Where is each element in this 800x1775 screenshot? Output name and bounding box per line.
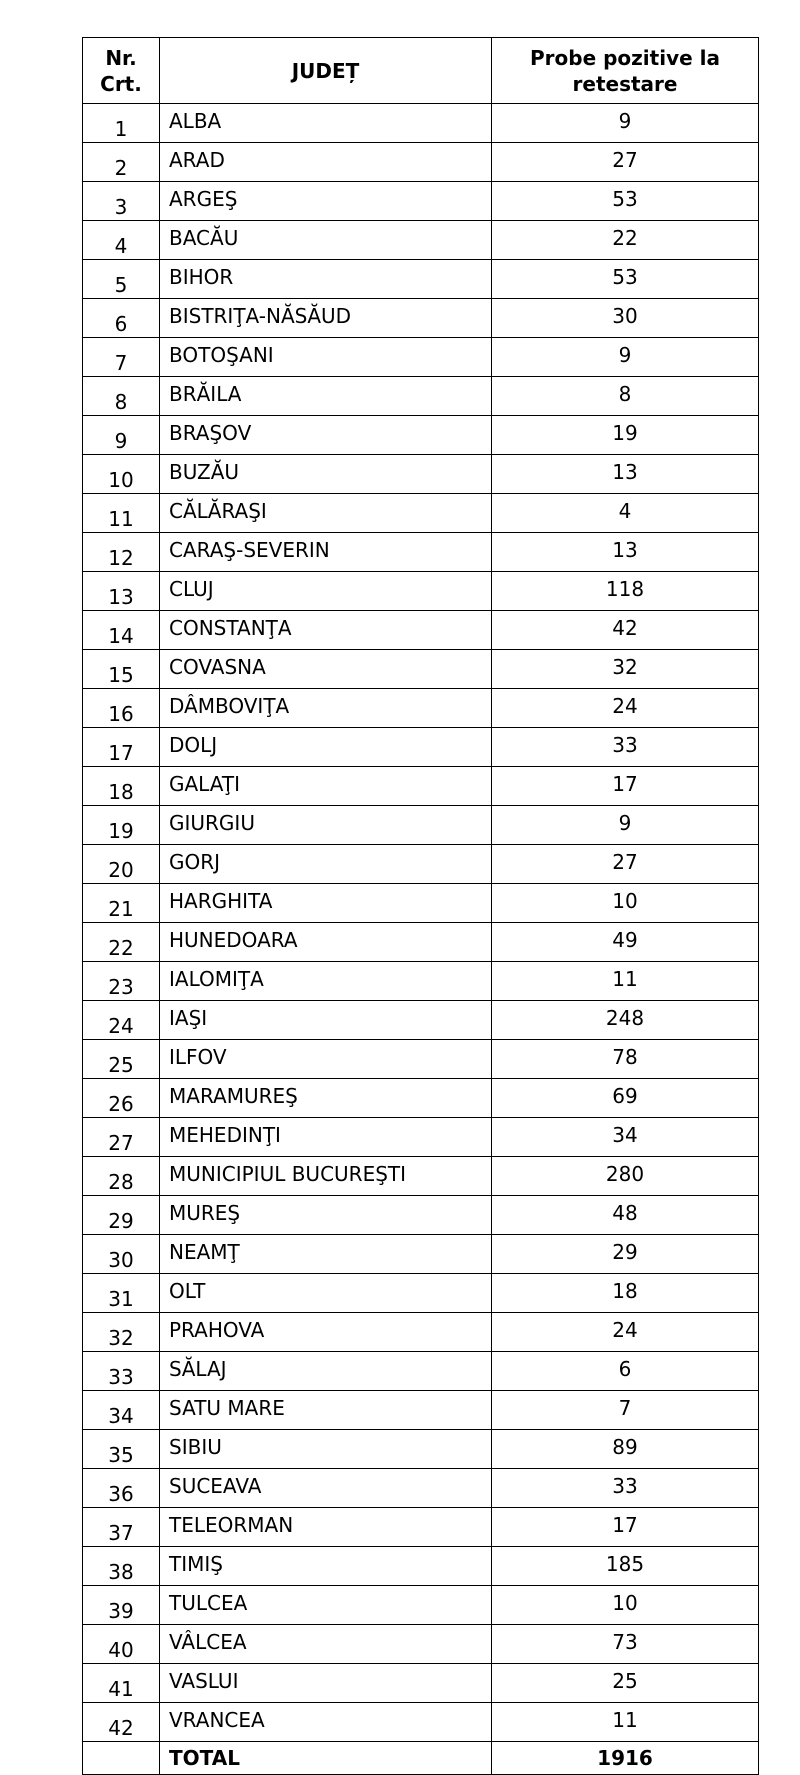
county-name: ARAD: [160, 143, 492, 182]
county-name: SIBIU: [160, 1430, 492, 1469]
county-name: BOTOŞANI: [160, 338, 492, 377]
county-name: MEHEDINŢI: [160, 1118, 492, 1157]
positive-count: 19: [492, 416, 759, 455]
row-number: 31: [83, 1274, 160, 1313]
table-footer: [83, 1742, 759, 1775]
table-row: [83, 143, 759, 182]
positive-count: 11: [492, 962, 759, 1001]
row-number: 25: [83, 1040, 160, 1079]
positive-count: 22: [492, 221, 759, 260]
row-number: 38: [83, 1547, 160, 1586]
table-row: [83, 1664, 759, 1703]
county-name: VÂLCEA: [160, 1625, 492, 1664]
table-row: [83, 1001, 759, 1040]
table-row: [83, 1469, 759, 1508]
row-number: 3: [83, 182, 160, 221]
positive-count: 33: [492, 728, 759, 767]
table-row: [83, 611, 759, 650]
total-value: 1916: [492, 1742, 759, 1775]
county-name: VASLUI: [160, 1664, 492, 1703]
county-name: GALAŢI: [160, 767, 492, 806]
positive-count: 18: [492, 1274, 759, 1313]
row-number: 20: [83, 845, 160, 884]
county-name: TULCEA: [160, 1586, 492, 1625]
row-number: 2: [83, 143, 160, 182]
row-number: 37: [83, 1508, 160, 1547]
county-name: CARAŞ-SEVERIN: [160, 533, 492, 572]
table-row: [83, 1196, 759, 1235]
row-number: 29: [83, 1196, 160, 1235]
row-number: 8: [83, 377, 160, 416]
row-number: 23: [83, 962, 160, 1001]
county-name: TELEORMAN: [160, 1508, 492, 1547]
county-table: [82, 37, 759, 1775]
row-number: 41: [83, 1664, 160, 1703]
total-nr-cell: [83, 1742, 160, 1775]
table-header: [83, 38, 759, 104]
table-row: [83, 1586, 759, 1625]
table-row: [83, 767, 759, 806]
positive-count: 34: [492, 1118, 759, 1157]
positive-count: 13: [492, 533, 759, 572]
positive-count: 280: [492, 1157, 759, 1196]
county-name: SUCEAVA: [160, 1469, 492, 1508]
total-label: TOTAL: [160, 1742, 492, 1775]
positive-count: 78: [492, 1040, 759, 1079]
row-number: 1: [83, 104, 160, 143]
row-number: 35: [83, 1430, 160, 1469]
positive-count: 17: [492, 1508, 759, 1547]
county-name: SĂLAJ: [160, 1352, 492, 1391]
row-number: 15: [83, 650, 160, 689]
county-name: ILFOV: [160, 1040, 492, 1079]
county-name: CĂLĂRAŞI: [160, 494, 492, 533]
county-name: DÂMBOVIŢA: [160, 689, 492, 728]
positive-count: 33: [492, 1469, 759, 1508]
county-name: SATU MARE: [160, 1391, 492, 1430]
row-number: 7: [83, 338, 160, 377]
county-name: BRAŞOV: [160, 416, 492, 455]
table-body: [83, 104, 759, 1742]
table-row: [83, 1430, 759, 1469]
row-number: 30: [83, 1235, 160, 1274]
positive-count: 32: [492, 650, 759, 689]
county-name: IALOMIŢA: [160, 962, 492, 1001]
table-row: [83, 1235, 759, 1274]
county-name: MARAMUREŞ: [160, 1079, 492, 1118]
total-row: [83, 1742, 759, 1775]
county-name: HARGHITA: [160, 884, 492, 923]
positive-count: 185: [492, 1547, 759, 1586]
table-row: [83, 1040, 759, 1079]
row-number: 39: [83, 1586, 160, 1625]
row-number: 42: [83, 1703, 160, 1742]
table-row: [83, 260, 759, 299]
table-row: [83, 1274, 759, 1313]
table-row: [83, 1625, 759, 1664]
positive-count: 9: [492, 338, 759, 377]
positive-count: 10: [492, 1586, 759, 1625]
county-name: VRANCEA: [160, 1703, 492, 1742]
county-name: BIHOR: [160, 260, 492, 299]
row-number: 27: [83, 1118, 160, 1157]
row-number: 11: [83, 494, 160, 533]
row-number: 33: [83, 1352, 160, 1391]
positive-count: 27: [492, 143, 759, 182]
county-name: CLUJ: [160, 572, 492, 611]
row-number: 16: [83, 689, 160, 728]
table-row: [83, 104, 759, 143]
row-number: 12: [83, 533, 160, 572]
county-name: TIMIŞ: [160, 1547, 492, 1586]
table-row: [83, 1547, 759, 1586]
county-name: HUNEDOARA: [160, 923, 492, 962]
positive-count: 73: [492, 1625, 759, 1664]
row-number: 14: [83, 611, 160, 650]
county-name: GORJ: [160, 845, 492, 884]
table-row: [83, 494, 759, 533]
county-name: BRĂILA: [160, 377, 492, 416]
table-row: [83, 689, 759, 728]
county-name: OLT: [160, 1274, 492, 1313]
positive-count: 11: [492, 1703, 759, 1742]
table-row: [83, 299, 759, 338]
positive-count: 69: [492, 1079, 759, 1118]
row-number: 21: [83, 884, 160, 923]
table-row: [83, 1118, 759, 1157]
row-number: 13: [83, 572, 160, 611]
table-row: [83, 1391, 759, 1430]
table-row: [83, 377, 759, 416]
positive-count: 89: [492, 1430, 759, 1469]
table-row: [83, 650, 759, 689]
positive-count: 30: [492, 299, 759, 338]
county-name: ARGEŞ: [160, 182, 492, 221]
positive-count: 4: [492, 494, 759, 533]
table-row: [83, 962, 759, 1001]
positive-count: 25: [492, 1664, 759, 1703]
header-nr-crt: Nr. Crt.: [83, 38, 160, 104]
table-row: [83, 1157, 759, 1196]
row-number: 10: [83, 455, 160, 494]
row-number: 32: [83, 1313, 160, 1352]
county-name: BACĂU: [160, 221, 492, 260]
table-row: [83, 221, 759, 260]
county-name: BISTRIŢA-NĂSĂUD: [160, 299, 492, 338]
positive-count: 48: [492, 1196, 759, 1235]
positive-count: 42: [492, 611, 759, 650]
positive-count: 9: [492, 806, 759, 845]
row-number: 24: [83, 1001, 160, 1040]
row-number: 22: [83, 923, 160, 962]
county-name: MUREŞ: [160, 1196, 492, 1235]
positive-count: 7: [492, 1391, 759, 1430]
table-row: [83, 1079, 759, 1118]
positive-count: 10: [492, 884, 759, 923]
county-name: PRAHOVA: [160, 1313, 492, 1352]
table-row: [83, 1313, 759, 1352]
table-row: [83, 572, 759, 611]
row-number: 19: [83, 806, 160, 845]
row-number: 4: [83, 221, 160, 260]
row-number: 9: [83, 416, 160, 455]
table-row: [83, 1352, 759, 1391]
county-name: NEAMŢ: [160, 1235, 492, 1274]
table-row: [83, 182, 759, 221]
table-row: [83, 923, 759, 962]
positive-count: 53: [492, 182, 759, 221]
county-name: CONSTANŢA: [160, 611, 492, 650]
table-row: [83, 728, 759, 767]
positive-count: 29: [492, 1235, 759, 1274]
county-name: BUZĂU: [160, 455, 492, 494]
positive-count: 8: [492, 377, 759, 416]
county-name: COVASNA: [160, 650, 492, 689]
positive-count: 24: [492, 1313, 759, 1352]
positive-count: 49: [492, 923, 759, 962]
county-name: GIURGIU: [160, 806, 492, 845]
positive-count: 9: [492, 104, 759, 143]
row-number: 6: [83, 299, 160, 338]
positive-count: 13: [492, 455, 759, 494]
row-number: 40: [83, 1625, 160, 1664]
header-row: [83, 38, 759, 104]
positive-count: 17: [492, 767, 759, 806]
table-row: [83, 1703, 759, 1742]
table-row: [83, 845, 759, 884]
table-row: [83, 533, 759, 572]
positive-count: 53: [492, 260, 759, 299]
county-name: MUNICIPIUL BUCUREŞTI: [160, 1157, 492, 1196]
row-number: 34: [83, 1391, 160, 1430]
positive-count: 27: [492, 845, 759, 884]
row-number: 36: [83, 1469, 160, 1508]
row-number: 28: [83, 1157, 160, 1196]
positive-count: 118: [492, 572, 759, 611]
county-name: IAŞI: [160, 1001, 492, 1040]
header-probe-pozitive: Probe pozitive la retestare: [492, 38, 759, 104]
table-row: [83, 884, 759, 923]
row-number: 17: [83, 728, 160, 767]
row-number: 5: [83, 260, 160, 299]
table-row: [83, 455, 759, 494]
row-number: 18: [83, 767, 160, 806]
county-name: ALBA: [160, 104, 492, 143]
header-judet: JUDEȚ: [160, 38, 492, 104]
row-number: 26: [83, 1079, 160, 1118]
positive-count: 6: [492, 1352, 759, 1391]
table-row: [83, 416, 759, 455]
table-row: [83, 338, 759, 377]
table-row: [83, 806, 759, 845]
positive-count: 248: [492, 1001, 759, 1040]
positive-count: 24: [492, 689, 759, 728]
table-row: [83, 1508, 759, 1547]
county-name: DOLJ: [160, 728, 492, 767]
